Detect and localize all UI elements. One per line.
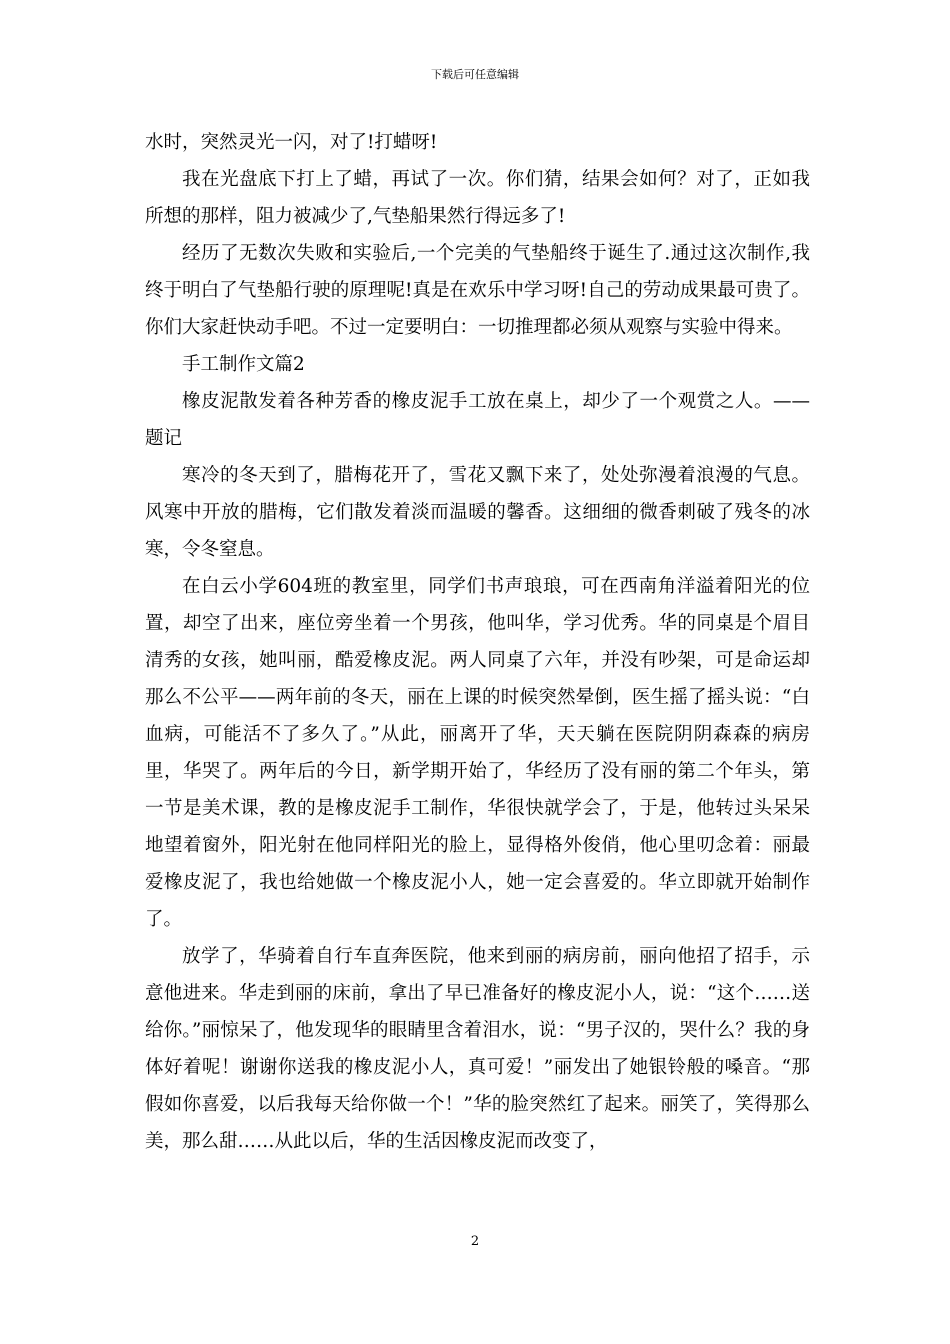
section-heading: 手工制作文篇2 [182, 354, 305, 375]
paragraph: 寒冷的冬天到了，腊梅花开了，雪花又飘下来了，处处弥漫着浪漫的气息。风寒中开放的腊梅，它们散发着淡而温暖的馨香。这细细的微香刺破了残冬的冰寒，令冬窒息。 [145, 465, 810, 560]
page-header-note: 下载后可任意编辑 [431, 68, 519, 81]
page-number: 2 [470, 1234, 480, 1249]
paragraph: 经历了无数次失败和实验后,一个完美的气垫船终于诞生了.通过这次制作,我终于明白了气垫船行驶的原理呢!真是在欢乐中学习呀!自己的劳动成果最可贵了。你们大家赶快动手吧。不过一定要明白：一切推理都必须从观察与实验中得来。 [145, 243, 810, 338]
paragraph: 在白云小学604班的教室里，同学们书声琅琅，可在西南角洋溢着阳光的位置，却空了出来，座位旁坐着一个男孩，他叫华，学习优秀。华的同桌是个眉目清秀的女孩，她叫丽，酷爱橡皮泥。两人同桌了六年，并没有吵架，可是命运却那么不公平——两年前的冬天，丽在上课的时候突然晕倒，医生摇了摇头说：“白血病，可能活不了多久了。”从此，丽离开了华，天天躺在医院阴阴森森的病房里，华哭了。两年后的今日，新学期开始了，华经历了没有丽的第二个年头，第一节是美术课，教的是橡皮泥手工制作，华很快就学会了，于是，他转过头呆呆地望着窗外，阳光射在他同样阳光的脸上，显得格外俊俏，他心里叨念着：丽最爱橡皮泥了，我也给她做一个橡皮泥小人，她一定会喜爱的。华立即就开始制作了。 [145, 576, 810, 930]
paragraph: 我在光盘底下打上了蜡，再试了一次。你们猜，结果会如何？对了，正如我所想的那样，阻力被减少了,气垫船果然行得远多了! [145, 169, 810, 227]
epigraph: 橡皮泥散发着各种芳香的橡皮泥手工放在桌上，却少了一个观赏之人。——题记 [145, 391, 810, 449]
paragraph-continuation: 水时，突然灵光一闪，对了!打蜡呀! [145, 132, 438, 153]
document-body [145, 124, 810, 1160]
paragraph: 放学了，华骑着自行车直奔医院，他来到丽的病房前，丽向他招了招手，示意他进来。华走到丽的床前，拿出了早已准备好的橡皮泥小人，说：“这个……送给你。”丽惊呆了，他发现华的眼睛里含着泪水，说：“男子汉的，哭什么？我的身体好着呢！谢谢你送我的橡皮泥小人，真可爱！”丽发出了她银铃般的嗓音。“那假如你喜爱，以后我每天给你做一个！”华的脸突然红了起来。丽笑了，笑得那么美，那么甜……从此以后，华的生活因橡皮泥而改变了， [145, 946, 810, 1152]
